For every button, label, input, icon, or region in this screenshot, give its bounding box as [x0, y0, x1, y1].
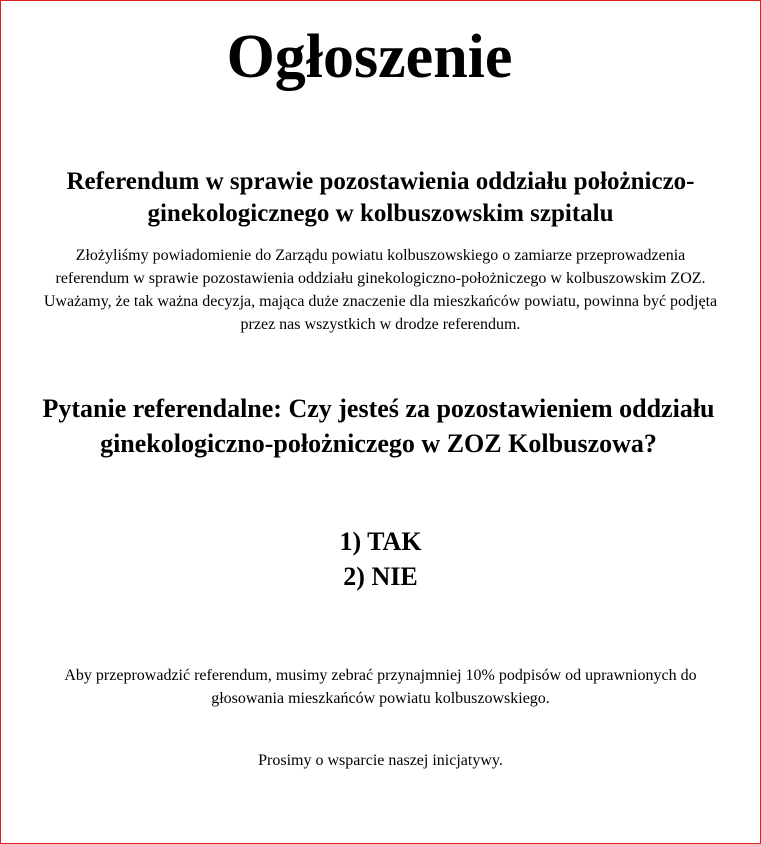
announcement-subtitle: Referendum w sprawie pozostawienia oddziału położniczo-ginekologicznego w kolbuszowskim szpitalu [66, 168, 695, 227]
answer-option-no: 2) NIE [343, 562, 418, 591]
closing-appeal: Prosimy o wsparcie naszej inicjatywy. [258, 752, 503, 769]
referendum-question: Pytanie referendalne: Czy jesteś za pozostawieniem oddziału ginekologiczno-położniczego w ZOZ Kolbuszowa? [42, 394, 715, 458]
intro-paragraph: Złożyliśmy powiadomienie do Zarządu powiatu kolbuszowskiego o zamiarze przeprowadzenia referendum w sprawie pozostawienia oddziału ginekologiczno-położniczego w kolbuszowskim ZOZ. Uważamy, że tak ważna decyzja, mająca duże znaczenie dla mieszkańców powiatu, powinna być podjęta przez nas wszystkich w drodze referendum. [43, 247, 718, 333]
answer-option-yes: 1) TAK [339, 527, 422, 556]
signature-requirement-note: Aby przeprowadzić referendum, musimy zebrać przynajmniej 10% podpisów od uprawnionych do głosowania mieszkańców powiatu kolbuszowskiego. [64, 667, 697, 707]
answer-options [0, 524, 761, 594]
announcement-title: Ogłoszenie [226, 23, 513, 91]
